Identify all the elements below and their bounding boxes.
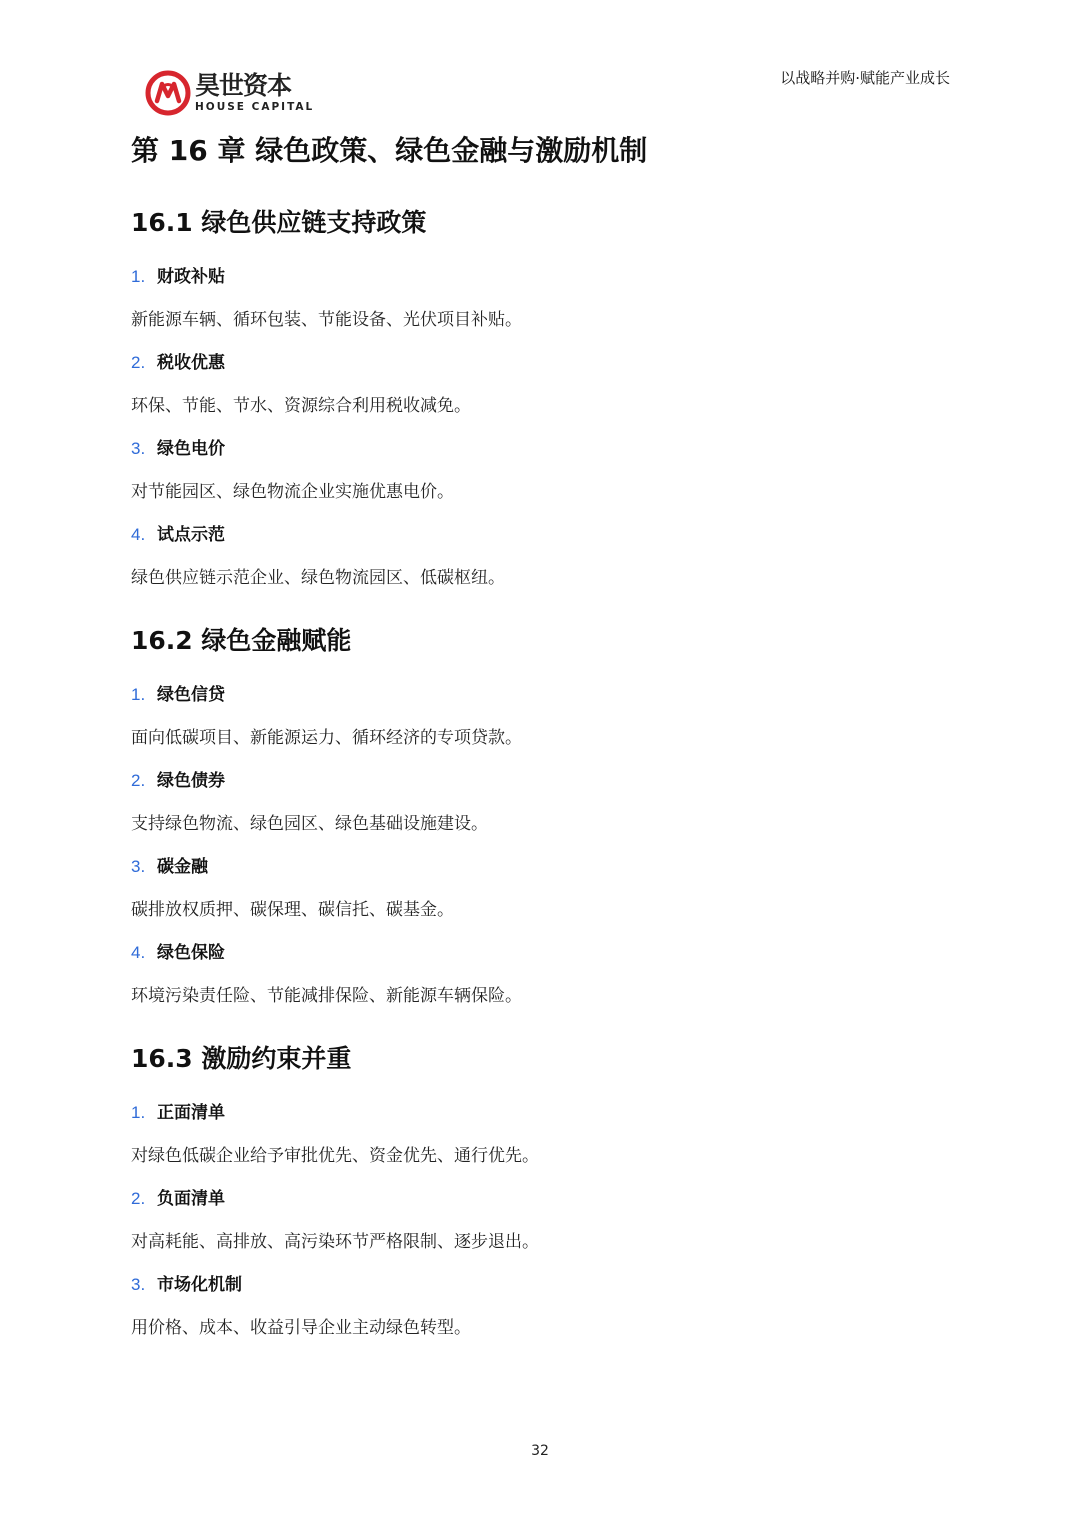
section-title: 16.3 激励约束并重 [131,1044,352,1073]
logo-english-name: HOUSE CAPITAL [195,101,315,114]
list-item-label: 市场化机制 [157,1275,242,1295]
list-item-label: 试点示范 [157,525,225,545]
list-item-description: 支持绿色物流、绿色园区、绿色基础设施建设。 [131,814,488,834]
list-item-description: 碳排放权质押、碳保理、碳信托、碳基金。 [131,900,454,920]
logo-chinese-name: 昊世资本 [195,71,292,101]
list-number: 2. [131,353,146,372]
list-item-description: 用价格、成本、收益引导企业主动绿色转型。 [131,1318,471,1338]
section-16-2 [131,621,951,1011]
list-item-label: 绿色信贷 [157,685,225,705]
list-item-heading [131,1098,951,1128]
list-item-description: 对节能园区、绿色物流企业实施优惠电价。 [131,482,454,502]
list-number: 3. [131,1275,146,1294]
list-number: 3. [131,857,146,876]
list-item-description: 对高耗能、高排放、高污染环节严格限制、逐步退出。 [131,1232,539,1252]
list-item-description: 新能源车辆、循环包装、节能设备、光伏项目补贴。 [131,310,522,330]
list-item-heading [131,434,951,464]
section-title: 16.1 绿色供应链支持政策 [131,208,427,237]
list-number: 4. [131,525,146,544]
list-item-heading [131,766,951,796]
list-item-label: 税收优惠 [157,353,225,373]
list-item-heading [131,680,951,710]
list-item-description: 面向低碳项目、新能源运力、循环经济的专项贷款。 [131,728,522,748]
list-number: 1. [131,267,146,286]
list-item-label: 负面清单 [157,1189,225,1209]
list-item-description: 绿色供应链示范企业、绿色物流园区、低碳枢纽。 [131,568,505,588]
list-item-label: 绿色保险 [157,943,225,963]
header-tagline: 以战略并购·赋能产业成长 [780,69,950,87]
list-item-heading [131,348,951,378]
list-item-heading [131,262,951,292]
section-title: 16.2 绿色金融赋能 [131,626,352,655]
section-16-3 [131,1039,951,1343]
list-item-heading [131,1184,951,1214]
page-number: 32 [531,1443,549,1459]
house-capital-logo-icon [145,70,191,116]
list-number: 2. [131,1189,146,1208]
list-number: 3. [131,439,146,458]
document-body [131,126,951,1356]
list-item-heading [131,1270,951,1300]
list-item-label: 绿色债券 [157,771,225,791]
section-16-1 [131,203,951,593]
company-logo [145,70,314,116]
chapter-title: 第 16 章 绿色政策、绿色金融与激励机制 [131,134,648,167]
list-item-label: 正面清单 [157,1103,225,1123]
list-item-heading [131,520,951,550]
list-item-description: 对绿色低碳企业给予审批优先、资金优先、通行优先。 [131,1146,539,1166]
list-item-label: 财政补贴 [157,267,225,287]
list-item-description: 环保、节能、节水、资源综合利用税收减免。 [131,396,471,416]
list-item-label: 碳金融 [157,857,208,877]
page-header [0,0,1080,120]
list-item-heading [131,852,951,882]
list-number: 2. [131,771,146,790]
list-item-description: 环境污染责任险、节能减排保险、新能源车辆保险。 [131,986,522,1006]
list-number: 1. [131,685,146,704]
list-item-label: 绿色电价 [157,439,225,459]
list-number: 4. [131,943,146,962]
list-item-heading [131,938,951,968]
list-number: 1. [131,1103,146,1122]
